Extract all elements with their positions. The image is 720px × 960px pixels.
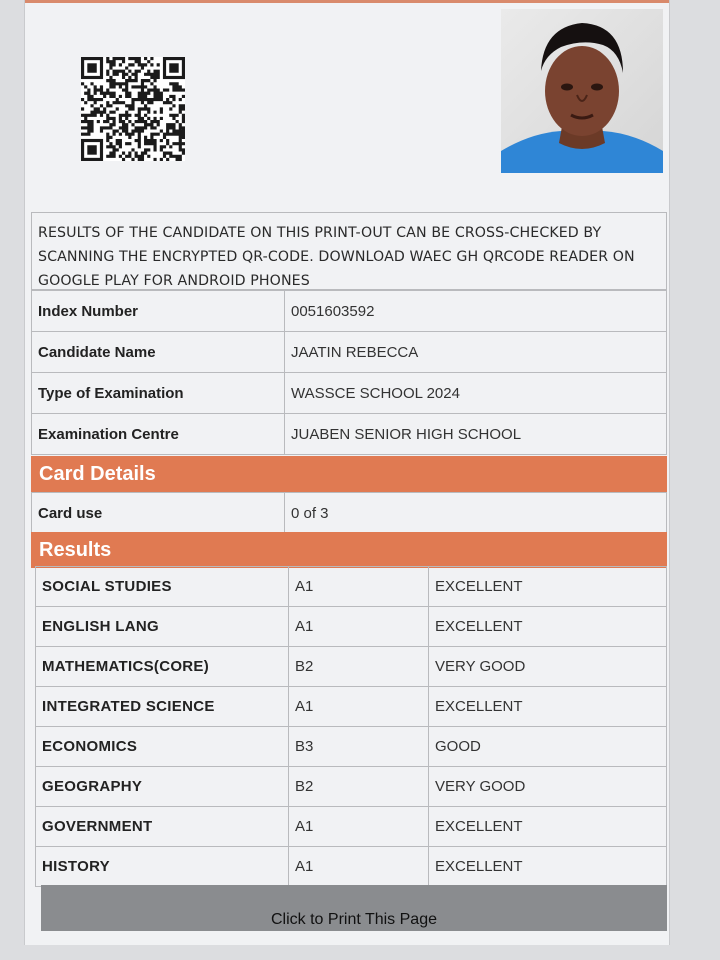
exam-centre-value: JUABEN SENIOR HIGH SCHOOL [285,414,667,455]
subject-cell: MATHEMATICS(CORE) [36,647,289,687]
remark-cell: EXCELLENT [429,687,667,727]
subject-cell: INTEGRATED SCIENCE [36,687,289,727]
table-row [36,767,667,807]
candidate-info-table [31,290,667,455]
table-row [32,373,667,414]
header-area [25,3,669,210]
candidate-name-value: JAATIN REBECCA [285,332,667,373]
table-row [36,647,667,687]
print-page-button[interactable] [41,885,667,931]
table-row [32,332,667,373]
index-number-label: Index Number [32,291,285,332]
print-page-label[interactable]: Click to Print This Page [271,911,437,928]
table-row [32,291,667,332]
exam-centre-label: Examination Centre [32,414,285,455]
table-row [36,607,667,647]
subject-cell: ENGLISH LANG [36,607,289,647]
remark-cell: GOOD [429,727,667,767]
remark-cell: EXCELLENT [429,847,667,887]
grade-cell: B3 [289,727,429,767]
table-row [36,687,667,727]
results-table [35,566,667,887]
table-row [36,847,667,887]
remark-cell: VERY GOOD [429,647,667,687]
grade-cell: A1 [289,567,429,607]
remark-cell: EXCELLENT [429,567,667,607]
card-use-value: 0 of 3 [285,493,667,534]
table-row [36,567,667,607]
subject-cell: GEOGRAPHY [36,767,289,807]
subject-cell: HISTORY [36,847,289,887]
subject-cell: ECONOMICS [36,727,289,767]
qr-code-icon [81,57,185,161]
exam-type-value: WASSCE SCHOOL 2024 [285,373,667,414]
candidate-photo [501,9,663,173]
result-page [24,0,670,945]
grade-cell: B2 [289,647,429,687]
remark-cell: VERY GOOD [429,767,667,807]
candidate-name-label: Candidate Name [32,332,285,373]
subject-cell: GOVERNMENT [36,807,289,847]
card-use-label: Card use [32,493,285,534]
grade-cell: A1 [289,807,429,847]
table-row [32,493,667,534]
index-number-value: 0051603592 [285,291,667,332]
grade-cell: A1 [289,607,429,647]
results-heading: Results [31,532,667,568]
remark-cell: EXCELLENT [429,607,667,647]
qr-notice-text: RESULTS OF THE CANDIDATE ON THIS PRINT-OUT CAN BE CROSS-CHECKED BY SCANNING THE ENCRYPTED QR-CODE. DOWNLOAD WAEC GH QRCODE READER ON GOOGLE PLAY FOR ANDROID PHONES [31,212,667,290]
grade-cell: A1 [289,847,429,887]
card-details-heading: Card Details [31,456,667,492]
card-details-table [31,492,667,534]
exam-type-label: Type of Examination [32,373,285,414]
table-row [36,807,667,847]
remark-cell: EXCELLENT [429,807,667,847]
table-row [32,414,667,455]
subject-cell: SOCIAL STUDIES [36,567,289,607]
table-row [36,727,667,767]
grade-cell: B2 [289,767,429,807]
grade-cell: A1 [289,687,429,727]
